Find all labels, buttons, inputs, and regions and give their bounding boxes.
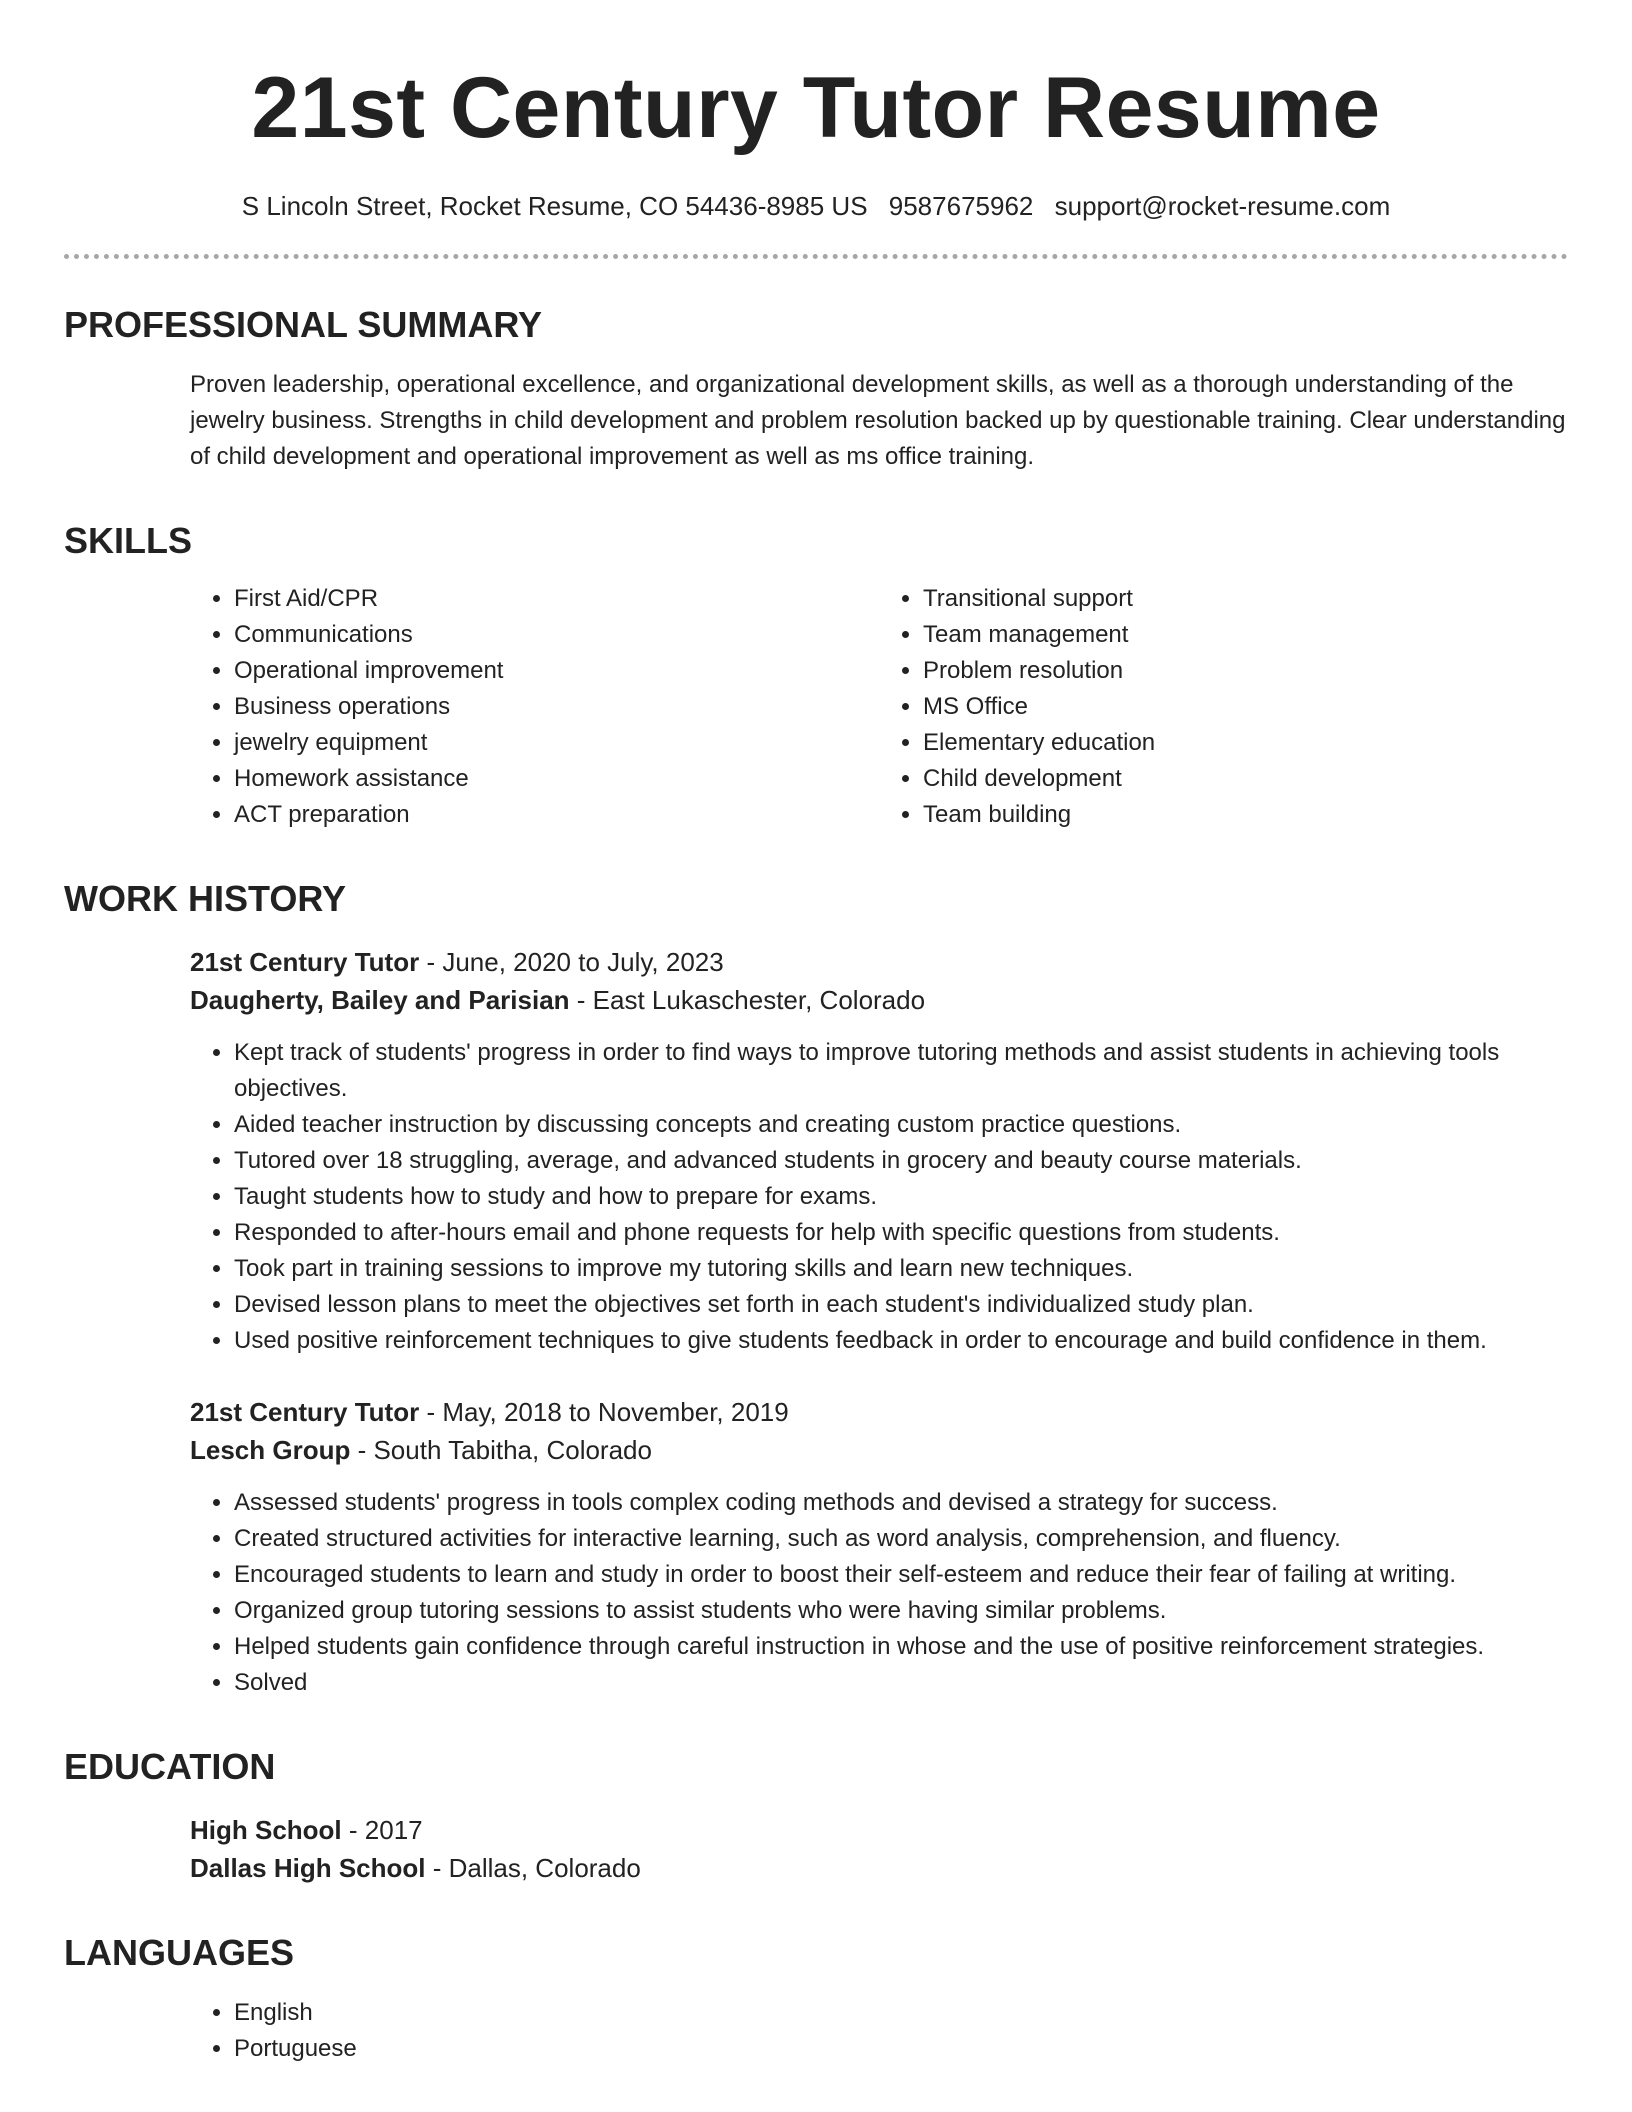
- education-degree-line: [190, 1811, 1568, 1849]
- job-dates: - June, 2020 to July, 2023: [419, 947, 724, 977]
- job-role: 21st Century Tutor: [190, 947, 420, 977]
- skills-list-left: [190, 581, 879, 833]
- work-section: [64, 943, 1568, 1701]
- contact-address: S Lincoln Street, Rocket Resume, CO 54436-8985 US: [241, 191, 868, 221]
- summary-text: Proven leadership, operational excellence, and organizational development skills, as well as a thorough understanding of the jewelry business. Strengths in child development and problem resolution backed up by questionable training. Clear understanding of child development and operational improvement as well as ms office training.: [190, 371, 1566, 470]
- skills-section: [64, 581, 1568, 833]
- job-location: - South Tabitha, Colorado: [350, 1435, 652, 1465]
- skill-item: • Operational improvement: [234, 653, 879, 689]
- skills-heading: SKILLS: [64, 520, 193, 561]
- job-bullet: • Solved: [234, 1665, 1568, 1701]
- skill-item: • Transitional support: [923, 581, 1568, 617]
- job-role: 21st Century Tutor: [190, 1397, 420, 1427]
- skill-item: • Team building: [923, 797, 1568, 833]
- contact-email: support@rocket-resume.com: [1054, 191, 1391, 221]
- skill-item: • MS Office: [923, 689, 1568, 725]
- skill-item: • Homework assistance: [234, 761, 879, 797]
- skill-item: • Problem resolution: [923, 653, 1568, 689]
- job-bullet: • Aided teacher instruction by discussing concepts and creating custom practice questions.: [234, 1107, 1568, 1143]
- job-bullet: • Devised lesson plans to meet the objectives set forth in each student's individualized study plan.: [234, 1287, 1568, 1323]
- skill-item: • Elementary education: [923, 725, 1568, 761]
- skills-list-right: [879, 581, 1568, 833]
- job-bullet: • Taught students how to study and how to prepare for exams.: [234, 1179, 1568, 1215]
- languages-section: [64, 1995, 1568, 2067]
- skill-item: • ACT preparation: [234, 797, 879, 833]
- summary-heading: PROFESSIONAL SUMMARY: [64, 304, 543, 345]
- contact-phone: 9587675962: [888, 191, 1034, 221]
- job-title-line: [190, 1393, 1568, 1431]
- education-heading: EDUCATION: [64, 1746, 276, 1787]
- resume-title: 21st Century Tutor Resume: [251, 60, 1381, 156]
- summary-section: [64, 367, 1568, 475]
- job-bullet: • Assessed students' progress in tools complex coding methods and devised a strategy for success.: [234, 1485, 1568, 1521]
- job-title-line: [190, 943, 1568, 981]
- skills-grid: [190, 581, 1568, 833]
- education-entry: [190, 1811, 1568, 1887]
- job-bullet: • Used positive reinforcement techniques to give students feedback in order to encourage and build confidence in them.: [234, 1323, 1568, 1359]
- job-entry: [190, 943, 1568, 1359]
- job-location: - East Lukaschester, Colorado: [569, 985, 926, 1015]
- job-bullet: • Helped students gain confidence through careful instruction in whose and the use of positive reinforcement strategies.: [234, 1629, 1568, 1665]
- languages-heading: LANGUAGES: [64, 1932, 295, 1973]
- job-bullet: • Tutored over 18 struggling, average, and advanced students in grocery and beauty course materials.: [234, 1143, 1568, 1179]
- job-company: Daugherty, Bailey and Parisian: [190, 985, 570, 1015]
- resume-header: [64, 0, 1568, 224]
- skill-item: • Business operations: [234, 689, 879, 725]
- job-bullet: • Created structured activities for interactive learning, such as word analysis, comprehension, and fluency.: [234, 1521, 1568, 1557]
- skill-item: • First Aid/CPR: [234, 581, 879, 617]
- languages-list: [190, 1995, 1568, 2067]
- education-section: [64, 1811, 1568, 1887]
- skill-item: • Child development: [923, 761, 1568, 797]
- education-location: - Dallas, Colorado: [425, 1853, 641, 1883]
- skill-item: • jewelry equipment: [234, 725, 879, 761]
- job-company-line: [190, 981, 1568, 1019]
- language-item: • Portuguese: [234, 2031, 1568, 2067]
- job-bullet: • Responded to after-hours email and phone requests for help with specific questions from students.: [234, 1215, 1568, 1251]
- contact-info: [64, 188, 1568, 224]
- skill-item: • Team management: [923, 617, 1568, 653]
- education-school: Dallas High School: [190, 1853, 426, 1883]
- job-entry: [190, 1393, 1568, 1701]
- language-item: • English: [234, 1995, 1568, 2031]
- header-divider: [64, 254, 1568, 259]
- job-bullet-list: [190, 1035, 1568, 1359]
- education-year: - 2017: [341, 1815, 423, 1845]
- education-school-line: [190, 1849, 1568, 1887]
- job-bullet: • Encouraged students to learn and study in order to boost their self-esteem and reduce their fear of failing at writing.: [234, 1557, 1568, 1593]
- work-heading: WORK HISTORY: [64, 878, 347, 919]
- job-dates: - May, 2018 to November, 2019: [419, 1397, 789, 1427]
- job-company-line: [190, 1431, 1568, 1469]
- skill-item: • Communications: [234, 617, 879, 653]
- job-bullet: • Kept track of students' progress in order to find ways to improve tutoring methods and assist students in achieving tools objectives.: [234, 1035, 1568, 1107]
- education-degree: High School: [190, 1815, 342, 1845]
- job-bullet-list: [190, 1485, 1568, 1701]
- job-bullet: • Took part in training sessions to improve my tutoring skills and learn new techniques.: [234, 1251, 1568, 1287]
- job-company: Lesch Group: [190, 1435, 351, 1465]
- job-bullet: • Organized group tutoring sessions to assist students who were having similar problems.: [234, 1593, 1568, 1629]
